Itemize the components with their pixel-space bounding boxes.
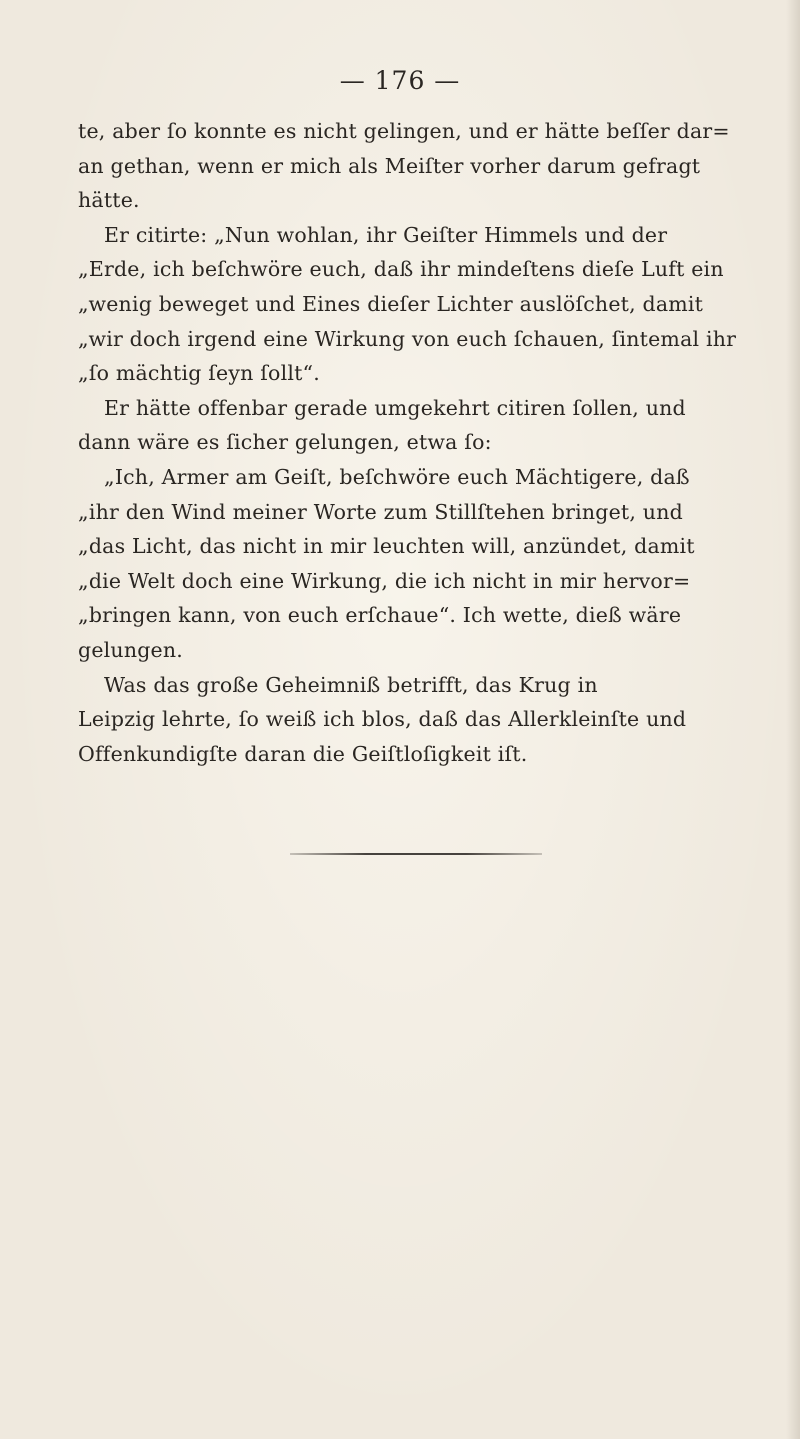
- text-line: Offenkundigſte daran die Geiſtloſigkeit iſt.: [78, 741, 528, 766]
- section-divider: [290, 853, 542, 855]
- text-line: „ſo mächtig ſeyn ſollt“.: [78, 361, 320, 386]
- text-line: „wir doch irgend eine Wirkung von euch ſchauen, ſintemal ihr: [78, 326, 737, 351]
- text-line: „wenig beweget und Eines dieſer Lichter auslöſchet, damit: [78, 291, 704, 316]
- text-line: Leipzig lehrte, ſo weiß ich blos, daß das Allerkleinſte und: [78, 707, 687, 732]
- text-line: hätte.: [78, 188, 140, 213]
- text-line: „das Licht, das nicht in mir leuchten will, anzündet, damit: [78, 534, 695, 559]
- text-line: „bringen kann, von euch erſchaue“. Ich wette, dieß wäre: [78, 603, 682, 628]
- text-line: an gethan, wenn er mich als Meiſter vorher darum gefragt: [78, 153, 701, 178]
- text-line: „Ich, Armer am Geiſt, beſchwöre euch Mächtigere, daß: [104, 464, 690, 489]
- text-line: „die Welt doch eine Wirkung, die ich nicht in mir hervor=: [78, 568, 691, 593]
- text-line: Er citirte: „Nun wohlan, ihr Geiſter Himmels und der: [104, 222, 668, 247]
- body-text: [78, 114, 794, 771]
- text-line: Er hätte offenbar gerade umgekehrt citiren ſollen, und: [104, 395, 686, 420]
- text-line: gelungen.: [78, 637, 183, 662]
- text-line: te, aber ſo konnte es nicht gelingen, und er hätte beſſer dar=: [78, 119, 730, 143]
- text-line: Was das große Geheimniß betrifft, das Krug in: [104, 672, 598, 697]
- text-line: „Erde, ich beſchwöre euch, daß ihr mindeſtens dieſe Luft ein: [78, 257, 724, 282]
- text-line: dann wäre es ſicher gelungen, etwa ſo:: [78, 430, 492, 455]
- page-number: — 176 —: [339, 66, 461, 95]
- text-line: „ihr den Wind meiner Worte zum Stillſtehen bringet, und: [78, 499, 683, 524]
